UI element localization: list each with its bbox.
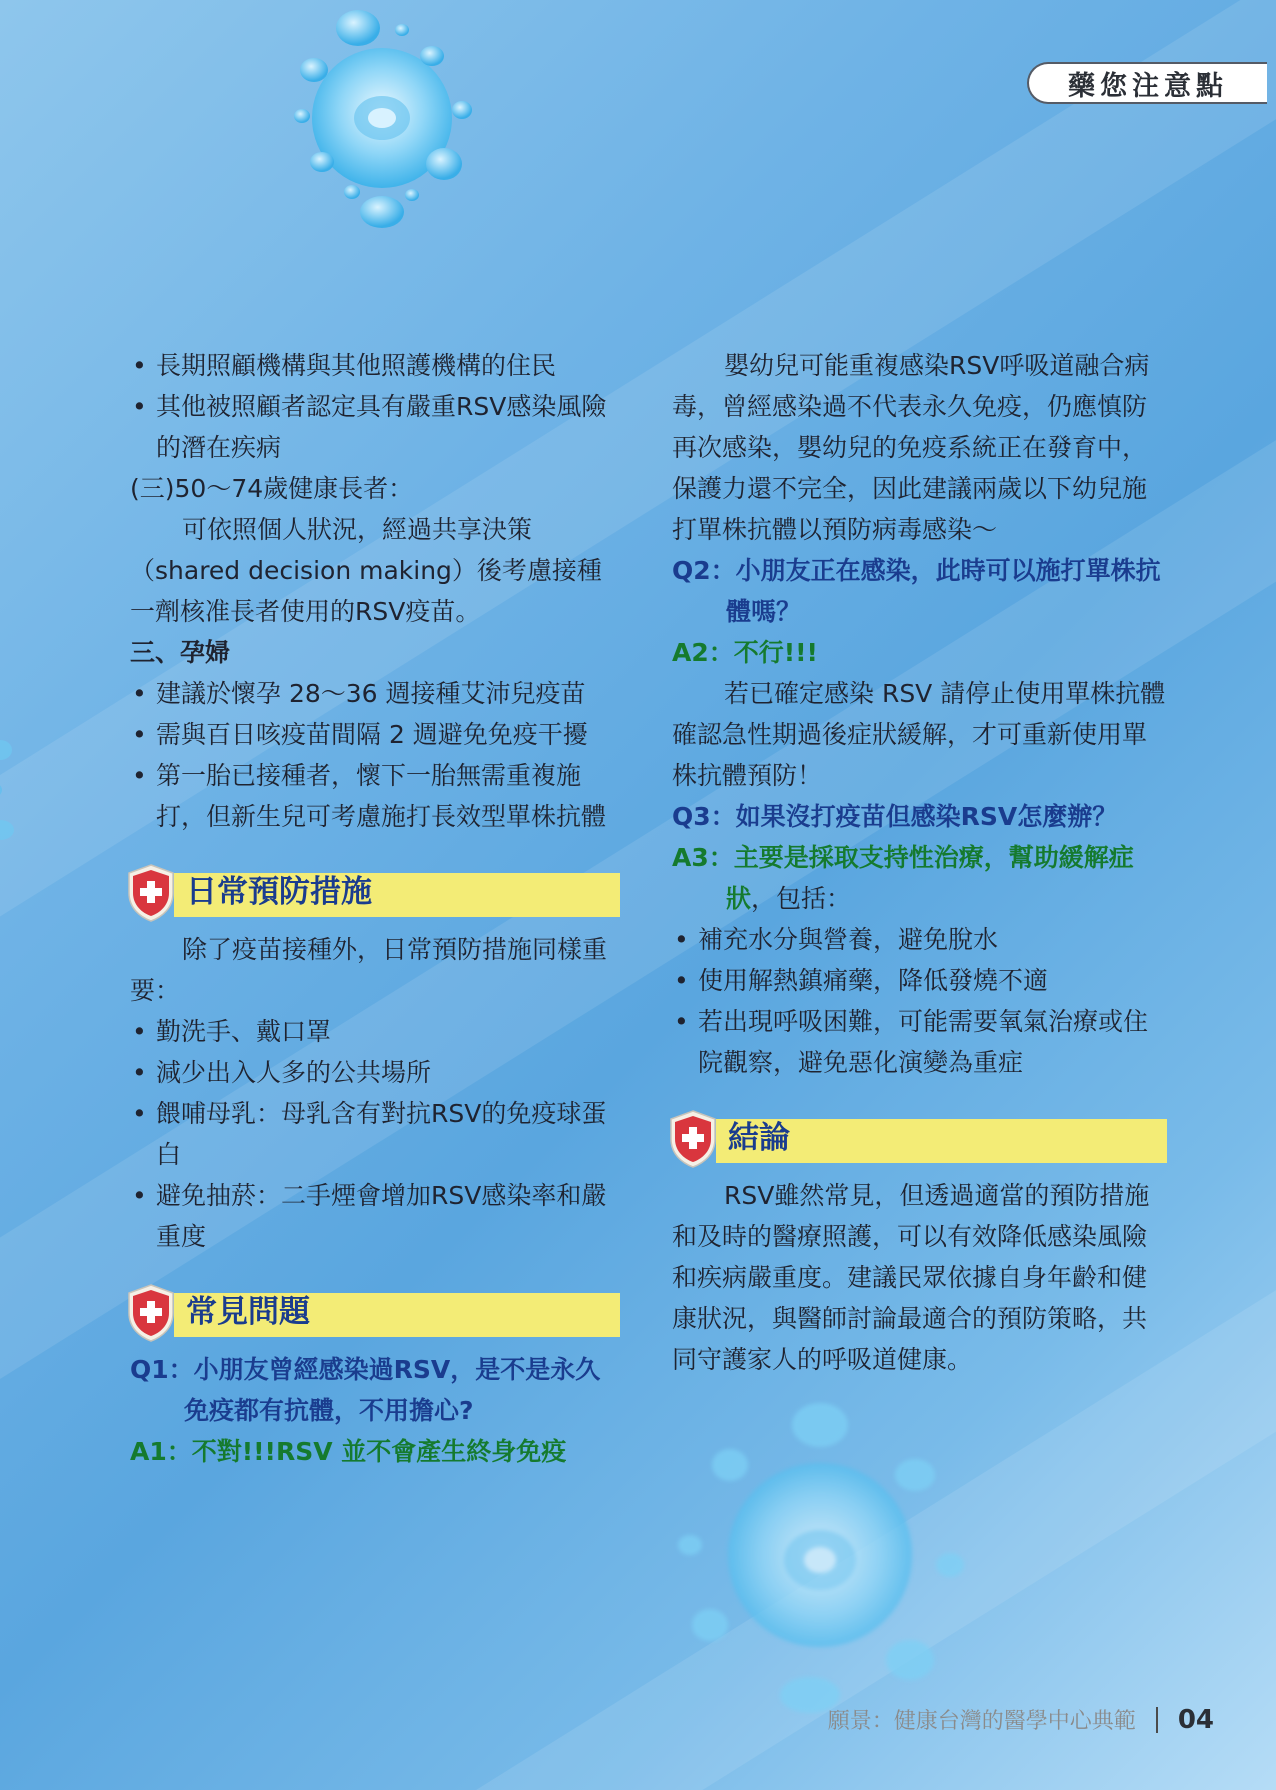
section-heading-text: 常見問題	[186, 1294, 310, 1330]
list-item: • 其他被照顧者認定具有嚴重RSV感染風險的潛在疾病	[130, 386, 620, 468]
list-item: • 建議於懷孕 28～36 週接種艾沛兒疫苗	[130, 673, 620, 714]
paragraph: 若已確定感染 RSV 請停止使用單株抗體確認急性期過後症狀緩解，才可重新使用單株抗體預防！	[672, 679, 1166, 790]
paragraph: RSV雖然常見，但透過適當的預防措施和及時的醫療照護，可以有效降低感染風險和疾病嚴重度。建議民眾依據自身年齡和健康狀況，與醫師討論最適合的預防策略，共同守護家人的呼吸道健康。	[672, 1181, 1150, 1374]
section-heading	[130, 865, 620, 923]
right-column	[672, 345, 1167, 1380]
subsection-title: 三、孕婦	[130, 638, 231, 667]
list-item: • 使用解熱鎮痛藥，降低發燒不適	[672, 960, 1167, 1001]
list-item: • 第一胎已接種者，懷下一胎無需重複施打，但新生兒可考慮施打長效型單株抗體	[130, 755, 620, 837]
paragraph: 嬰幼兒可能重複感染RSV呼吸道融合病毒，曾經感染過不代表永久免疫，仍應慎防再次感染，嬰幼兒的免疫系統正在發育中，保護力還不完全，因此建議兩歲以下幼兒施打單株抗體以預防病毒感染～	[672, 351, 1150, 544]
faq-question: Q2：小朋友正在感染，此時可以施打單株抗體嗎？	[672, 556, 1161, 626]
page-number: 04	[1177, 1704, 1214, 1735]
footer-divider	[1156, 1707, 1158, 1733]
faq-answer-rest: ，包括：	[751, 884, 852, 913]
list-item: • 餵哺母乳：母乳含有對抗RSV的免疫球蛋白	[130, 1093, 620, 1175]
virus-illustration-top	[262, 0, 502, 240]
faq-answer-bold: A3：主要是採取支持性治療，幫助緩解症狀	[672, 843, 1134, 913]
section-heading	[672, 1111, 1167, 1169]
paragraph: 可依照個人狀況，經過共享決策（shared decision making）後考慮接種一劑核准長者使用的RSV疫苗。	[130, 515, 602, 626]
left-column	[130, 345, 620, 1472]
footer-slogan: 願景：健康台灣的醫學中心典範	[827, 1709, 1136, 1734]
list-item: • 減少出入人多的公共場所	[130, 1052, 620, 1093]
faq-answer: A1：不對!!!RSV 並不會產生終身免疫	[130, 1437, 567, 1466]
medical-shield-icon	[668, 1109, 718, 1169]
medical-shield-icon	[126, 863, 176, 923]
medical-shield-icon	[126, 1283, 176, 1343]
list-item: • 長期照顧機構與其他照護機構的住民	[130, 345, 620, 386]
faq-answer: A2：不行!!!	[672, 638, 818, 667]
list-item: • 補充水分與營養，避免脫水	[672, 919, 1167, 960]
virus-illustration-bottom	[660, 1395, 980, 1715]
section-heading	[130, 1285, 620, 1343]
faq-question: Q3：如果沒打疫苗但感染RSV怎麼辦？	[672, 802, 1118, 831]
faq-question: Q1：小朋友曾經感染過RSV，是不是永久免疫都有抗體，不用擔心?	[130, 1355, 601, 1425]
paragraph: 除了疫苗接種外，日常預防措施同樣重要：	[130, 935, 608, 1005]
section-tab: 藥您注意點	[1027, 62, 1267, 104]
virus-illustration-edge	[0, 730, 30, 850]
section-heading-text: 日常預防措施	[186, 874, 372, 910]
list-item: • 避免抽菸：二手煙會增加RSV感染率和嚴重度	[130, 1175, 620, 1257]
subsection-title: (三)50～74歲健康長者：	[130, 474, 414, 503]
faq-answer	[672, 837, 1167, 919]
list-item: • 勤洗手、戴口罩	[130, 1011, 620, 1052]
list-item: • 若出現呼吸困難，可能需要氧氣治療或住院觀察，避免惡化演變為重症	[672, 1001, 1167, 1083]
list-item: • 需與百日咳疫苗間隔 2 週避免免疫干擾	[130, 714, 620, 755]
section-heading-text: 結論	[728, 1120, 790, 1156]
page-footer	[828, 1704, 1214, 1735]
